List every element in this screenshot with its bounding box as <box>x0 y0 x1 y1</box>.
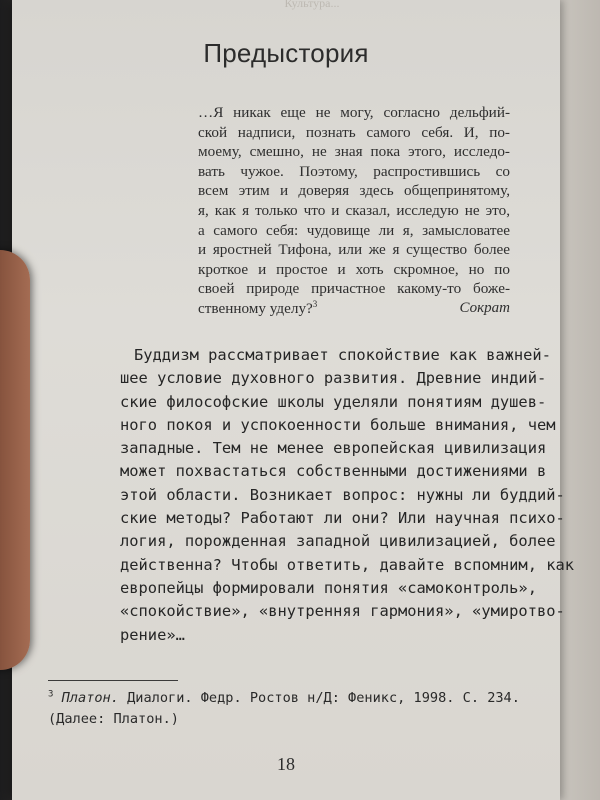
page-number: 18 <box>277 754 295 774</box>
epigraph-line: а самого себя: чудовище ли я, замысловатее <box>198 221 510 239</box>
epigraph-line: моему, смешно, не зная пока этого, исследо- <box>198 143 510 161</box>
thumb-holding-book <box>0 250 30 670</box>
epigraph-line: ской надписи, познать самого себя. И, по- <box>198 123 510 141</box>
footnote <box>48 688 518 730</box>
body-line: «спокойствие», «внутренняя гармония», «умиротво- <box>120 602 565 621</box>
epigraph-line: …Я никак еще не могу, согласно дельфий- <box>198 104 510 121</box>
footnote-divider <box>48 680 178 681</box>
epigraph-line-text: ственному уделу? <box>198 299 313 317</box>
body-line: рение»… <box>120 625 185 644</box>
body-line: действенна? Чтобы ответить, давайте вспомним, как <box>120 555 575 574</box>
epigraph-line: я, как я только что и сказал, исследую не это, <box>198 201 510 219</box>
body-line: шее условие духовного развития. Древние индий- <box>120 369 547 388</box>
footnote-line: (Далее: Платон.) <box>48 711 179 727</box>
body-paragraph <box>120 344 575 647</box>
footnote-author: Платон. <box>61 690 119 706</box>
epigraph-line: кроткое и простое и хоть скромное, но по <box>198 260 510 278</box>
chapter-title: Предыстория <box>203 38 369 68</box>
body-line: ские методы? Работают ли они? Или научная психо- <box>120 509 565 528</box>
running-head: Культура... <box>284 0 340 10</box>
body-line: может похвастаться собственными достижениями в <box>120 462 547 481</box>
book-page <box>12 0 575 800</box>
body-line: западные. Тем не менее европейская цивилизация <box>120 439 547 458</box>
epigraph-author: Сократ <box>459 300 510 316</box>
footnote-line <box>48 688 518 709</box>
body-line: Буддизм рассматривает спокойствие как важней- <box>134 346 551 364</box>
body-line: ские философские школы уделяли понятиям душев- <box>120 392 547 411</box>
body-line: логия, порожденная западной цивилизацией, более <box>120 532 556 551</box>
epigraph-line: и яростней Тифона, или же я существо более <box>198 241 510 259</box>
epigraph <box>198 103 510 319</box>
epigraph-line: всем этим и доверяя здесь общепринятому, <box>198 182 510 200</box>
body-line: ного покоя и успокоенности больше внимания, чем <box>120 415 556 434</box>
epigraph-line: вать чужое. Поэтому, распростившись со <box>198 162 510 180</box>
body-line: этой области. Возникает вопрос: нужны ли буддий- <box>120 485 565 504</box>
body-line: европейцы формировали понятия «самоконтроль», <box>120 578 537 597</box>
epigraph-line: своей природе причастное какому-то боже- <box>198 280 510 298</box>
footnote-reference: 3 <box>312 298 318 309</box>
footnote-number: 3 <box>48 689 54 700</box>
footnote-citation: Диалоги. Федр. Ростов н/Д: Феникс, 1998. С. 234. <box>118 690 520 706</box>
